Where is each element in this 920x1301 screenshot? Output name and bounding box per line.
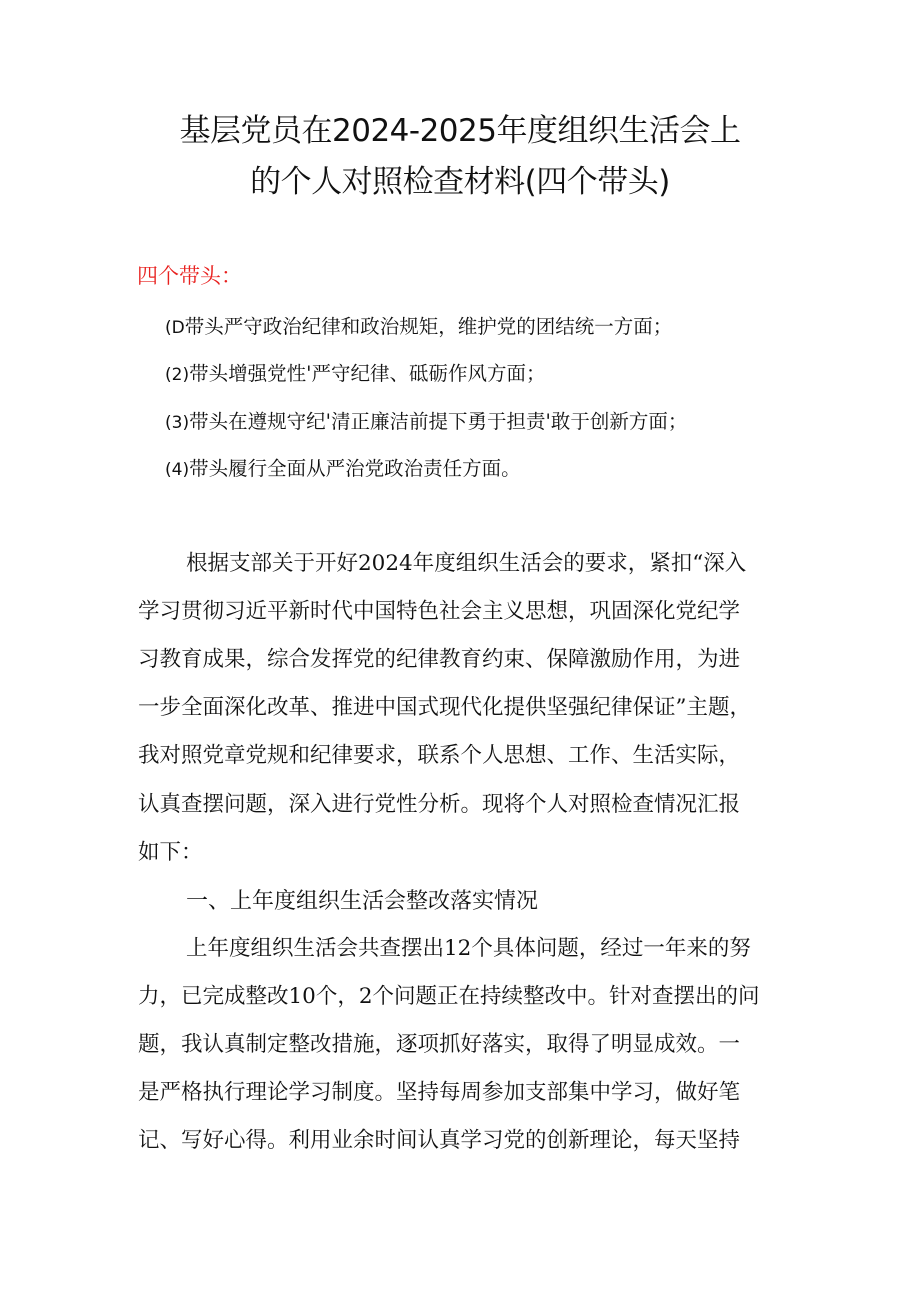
four-leads-item-number: (4) [165,460,190,480]
intro-paragraph-line: 如下： [138,840,203,865]
intro-paragraph-line: 习教育成果，综合发挥党的纪律教育约束、保障激励作用，为进 [138,647,741,672]
four-leads-item-text: 带头增强党性'严守纪律、砥砺作风方面； [189,362,546,385]
four-leads-label: 四个带头： [137,264,242,288]
document-title-line-2: 的个人对照检查材料(四个带头) [250,164,670,200]
section-1-paragraph-line: 题，我认真制定整改措施，逐项抓好落实，取得了明显成效。一 [138,1032,741,1057]
section-1-heading: 一、上年度组织生活会整改落实情况 [186,889,539,914]
four-leads-item [165,405,687,440]
four-leads-item-text: 带头在遵规守纪'清正廉洁前提下勇于担责'敢于创新方面； [189,410,688,433]
section-1-paragraph-line: 是严格执行理论学习制度。坚持每周参加支部集中学习，做好笔 [138,1080,741,1105]
section-1-paragraph-line: 上年度组织生活会共查摆出12个具体问题，经过一年来的努 [186,936,751,961]
four-leads-item [165,357,545,392]
intro-paragraph-line: 我对照党章党规和纪律要求，联系个人思想、工作、生活实际， [138,743,741,768]
intro-paragraph-line: 认真查摆问题，深入进行党性分析。现将个人对照检查情况汇报 [138,792,741,817]
intro-paragraph-line: 根据支部关于开好2024年度组织生活会的要求，紧扣“深入 [186,551,747,576]
section-1-paragraph-line: 力，已完成整改10个，2个问题正在持续整改中。针对查摆出的问 [138,984,760,1009]
four-leads-item-text: 带头严守政治纪律和政治规矩，维护党的团结统一方面； [184,315,673,338]
four-leads-item [165,452,521,487]
four-leads-item-number: (D [165,318,185,338]
four-leads-item-number: (2) [165,365,190,385]
four-leads-item [165,310,672,345]
four-leads-item-number: (3) [165,413,190,433]
intro-paragraph-line: 一步全面深化改革、推进中国式现代化提供坚强纪律保证”主题， [138,695,751,720]
four-leads-item-text: 带头履行全面从严治党政治责任方面。 [189,457,521,480]
intro-paragraph-line: 学习贯彻习近平新时代中国特色社会主义思想，巩固深化党纪学 [138,599,741,624]
section-1-paragraph-line: 记、写好心得。利用业余时间认真学习党的创新理论，每天坚持 [138,1128,741,1153]
document-title-line-1: 基层党员在2024-2025年度组织生活会上 [179,113,741,149]
